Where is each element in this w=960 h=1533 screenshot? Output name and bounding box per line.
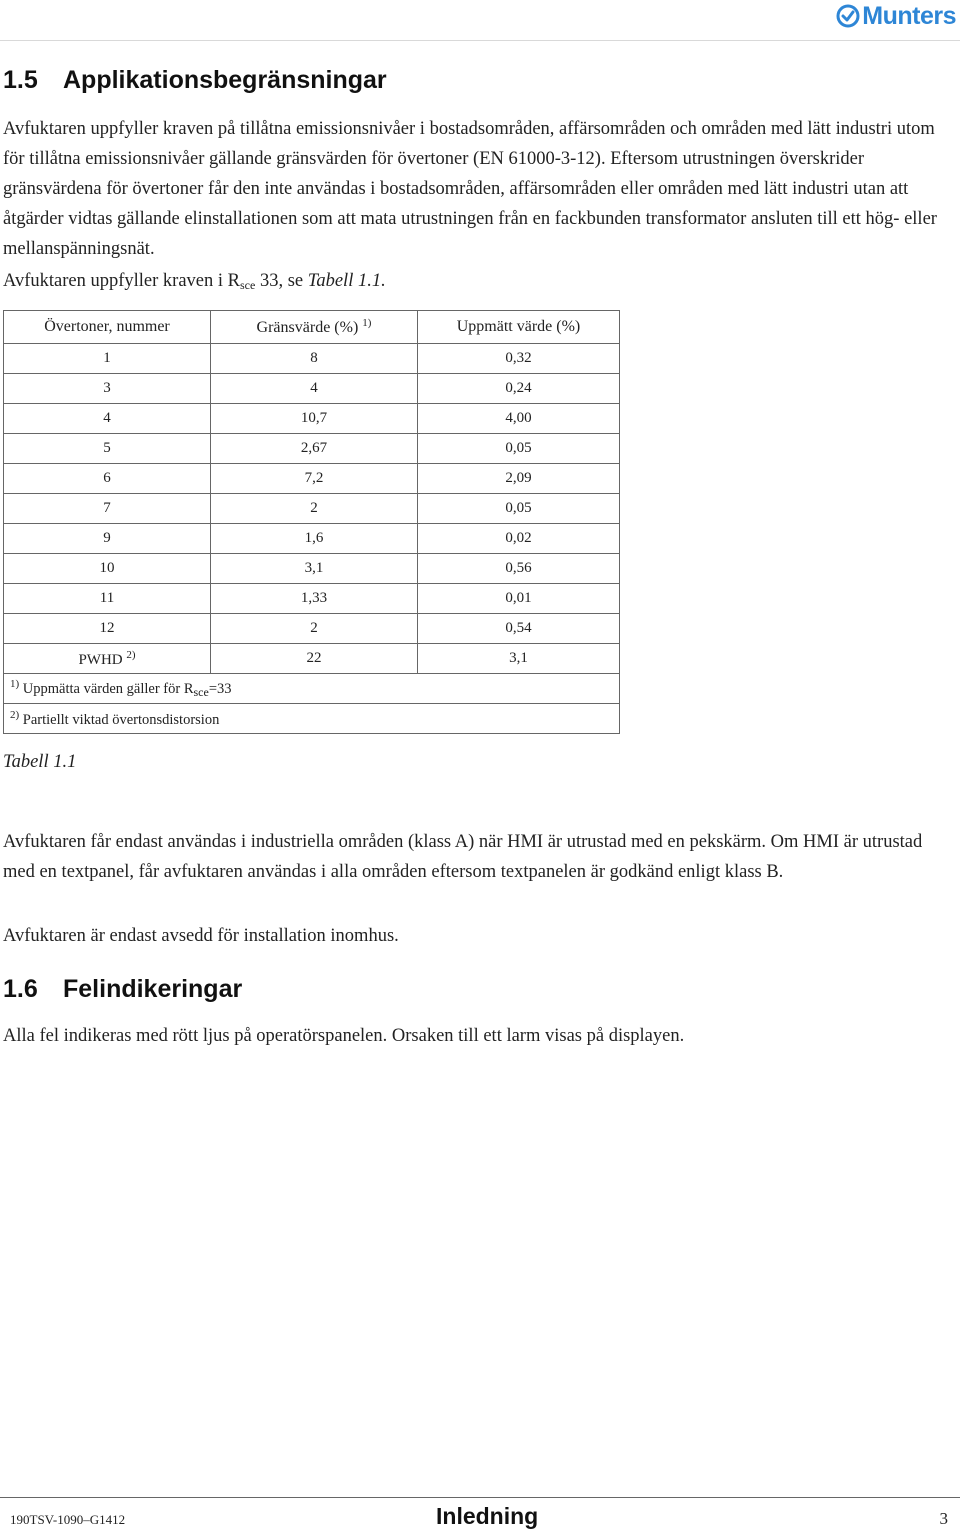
- table-row: [4, 374, 620, 404]
- check-circle-icon: [836, 4, 860, 28]
- cell-measured: 0,54: [418, 614, 620, 644]
- page-number: 3: [939, 1509, 948, 1528]
- cell-harmonic: 5: [4, 434, 211, 464]
- cell-harmonic: 9: [4, 524, 211, 554]
- cell-pwhd-label: PWHD $^{2)}$: [4, 644, 211, 674]
- col-header-harmonic: Övertoner, nummer: [4, 311, 211, 344]
- table-header-row: [4, 311, 620, 344]
- document-id: 190TSV-1090–G1412: [10, 1512, 126, 1527]
- cell-limit: 3,1: [211, 554, 418, 584]
- paragraph-emission: Avfuktaren uppfyller kraven på tillåtna emissionsnivåer i bostadsområden, affärsområden och områden med lätt industri utom för tillåtna emissionsnivåer gällande gränsvärden för övertoner (EN 61000-3-12). Eftersom utrustningen överskrider gränsvärdena för övertoner får den inte användas i bostadsområden, affärsområden eller områden med lätt industri utan att åtgärder vidtas gällande elinstallationen som att mata utrustningen från en fackbunden transformator ansluten till ett hög- eller mellanspänningsnät.: [3, 119, 937, 259]
- cell-harmonic: 11: [4, 584, 211, 614]
- cell-limit: 2: [211, 614, 418, 644]
- header-divider: [0, 40, 960, 41]
- cell-harmonic: 12: [4, 614, 211, 644]
- chapter-title: Inledning: [436, 1503, 539, 1529]
- cell-measured: 0,01: [418, 584, 620, 614]
- cell-measured: 0,05: [418, 434, 620, 464]
- table-row-pwhd: [4, 644, 620, 674]
- cell-harmonic: 3: [4, 374, 211, 404]
- table-row: [4, 494, 620, 524]
- cell-harmonic: 4: [4, 404, 211, 434]
- cell-harmonic: 1: [4, 344, 211, 374]
- section-heading-1-5: [3, 66, 387, 95]
- cell-limit: 7,2: [211, 464, 418, 494]
- table-footnote-2: $^{2)}$ Partiellt viktad övertonsdistorsion: [4, 704, 620, 734]
- cell-measured: 4,00: [418, 404, 620, 434]
- table-row: [4, 584, 620, 614]
- cell-measured: 0,56: [418, 554, 620, 584]
- footer-divider: [0, 1497, 960, 1498]
- cell-harmonic: 10: [4, 554, 211, 584]
- section-number: 1.5: [3, 66, 38, 94]
- brand-name: Munters: [862, 1, 956, 30]
- munters-logo: [836, 2, 956, 30]
- table-row: [4, 344, 620, 374]
- section-title: Applikationsbegränsningar: [63, 66, 387, 94]
- table-row: [4, 554, 620, 584]
- table-row: [4, 464, 620, 494]
- table-row: [4, 614, 620, 644]
- cell-measured: 0,32: [418, 344, 620, 374]
- cell-harmonic: 7: [4, 494, 211, 524]
- cell-limit: 1,33: [211, 584, 418, 614]
- cell-limit: 2: [211, 494, 418, 524]
- section-heading-1-6: [3, 975, 242, 1004]
- cell-measured: 0,02: [418, 524, 620, 554]
- paragraph-fault: Alla fel indikeras med rött ljus på operatörspanelen. Orsaken till ett larm visas på displayen.: [3, 1026, 685, 1046]
- cell-limit: 4: [211, 374, 418, 404]
- col-header-limit: Gränsvärde (%) $^{1)}$: [211, 311, 418, 344]
- cell-limit: 1,6: [211, 524, 418, 554]
- cell-limit: 10,7: [211, 404, 418, 434]
- section-title: Felindikeringar: [63, 975, 243, 1003]
- table-row: [4, 434, 620, 464]
- table-row: [4, 524, 620, 554]
- table-caption: Tabell 1.1: [3, 752, 77, 772]
- cell-measured: 0,24: [418, 374, 620, 404]
- paragraph-rsce: Avfuktaren uppfyller kraven i $R_{sce}$ 33, se Tabell 1.1.: [3, 271, 386, 292]
- cell-pwhd-measured: 3,1: [418, 644, 620, 674]
- paragraph-hmi: Avfuktaren får endast användas i industriella områden (klass A) när HMI är utrustad med en pekskärm. Om HMI är utrustad med en textpanel, får avfuktaren användas i alla områden eftersom textpanelen är godkänd enligt klass B.: [3, 832, 923, 882]
- paragraph-indoor: Avfuktaren är endast avsedd för installation inomhus.: [3, 926, 399, 946]
- cell-limit: 8: [211, 344, 418, 374]
- table-row: [4, 404, 620, 434]
- section-number: 1.6: [3, 975, 38, 1003]
- harmonics-table: [3, 310, 620, 734]
- col-header-measured: Uppmätt värde (%): [418, 311, 620, 344]
- cell-limit: 2,67: [211, 434, 418, 464]
- table-reference-link[interactable]: Tabell 1.1: [307, 271, 382, 291]
- table-footnote-1: $^{1)}$ Uppmätta värden gäller för $R_{sce}=33$: [4, 674, 620, 704]
- cell-measured: 2,09: [418, 464, 620, 494]
- cell-harmonic: 6: [4, 464, 211, 494]
- cell-pwhd-limit: 22: [211, 644, 418, 674]
- cell-measured: 0,05: [418, 494, 620, 524]
